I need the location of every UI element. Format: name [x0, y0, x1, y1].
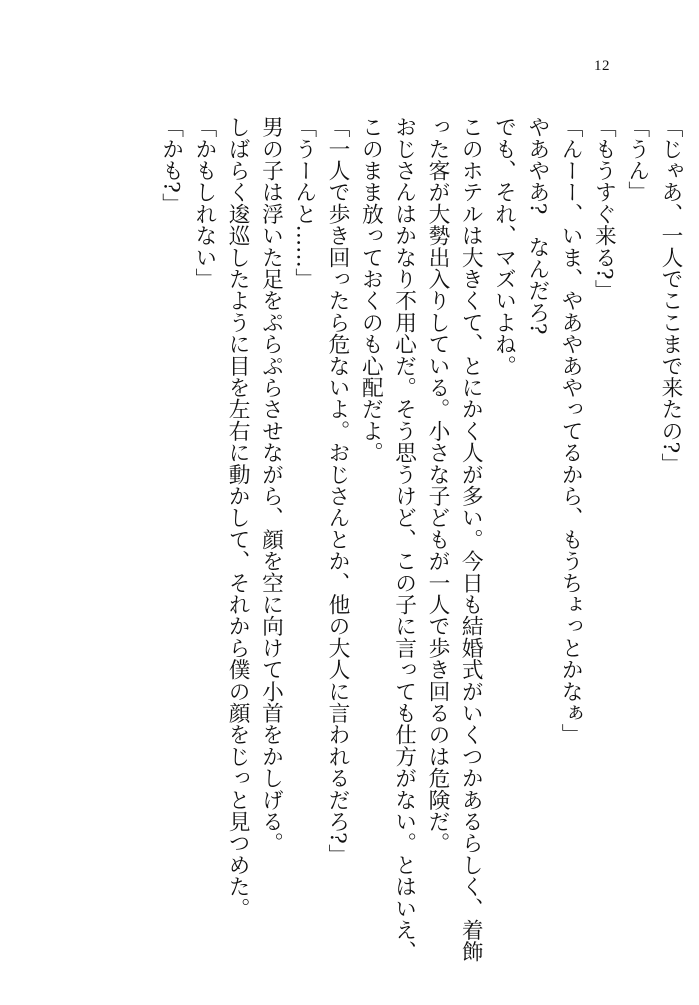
- vertical-text-body: [154, 116, 687, 996]
- text-line: 「かもしれない」: [191, 116, 217, 290]
- text-line: でも、それ、マズいよね。: [491, 116, 517, 377]
- text-line: 「かも?」: [158, 116, 184, 215]
- text-line: このまま放っておくのも心配だよ。: [358, 116, 384, 464]
- text-line: 「うん」: [624, 116, 650, 203]
- text-line: このホテルは大きくて、とにかく人が多い。今日も結婚式がいくつかあるらしく、着飾: [458, 116, 484, 963]
- text-line: 「もうすぐ来る?」: [591, 116, 617, 302]
- text-line: しばらく逡巡したように目を左右に動かして、それから僕の顔をじっと見つめた。: [225, 116, 251, 919]
- page-number: 12: [594, 58, 610, 74]
- text-line: 男の子は浮いた足をぷらぷらさせながら、顔を空に向けて小首をかしげる。: [258, 116, 284, 854]
- text-line: 「じゃあ、一人でここまで来たの?」: [658, 116, 683, 475]
- text-line: った客が大勢出入りしている。小さな子どもが一人で歩き回るのは危険だ。: [424, 116, 450, 854]
- text-line: おじさんはかなり不用心だ。そう思うけど、この子に言っても仕方がない。とはいえ、: [391, 116, 417, 963]
- text-line: 「んーー、いま、やあやあやってるから、もうちょっとかなぁ」: [558, 116, 584, 746]
- text-line: やあやあ? なんだろ?: [524, 116, 550, 335]
- text-line: 「一人で歩き回ったら危ないよ。おじさんとか、他の大人に言われるだろ?」: [325, 116, 351, 866]
- text-line: 「うーんと……」: [291, 116, 317, 290]
